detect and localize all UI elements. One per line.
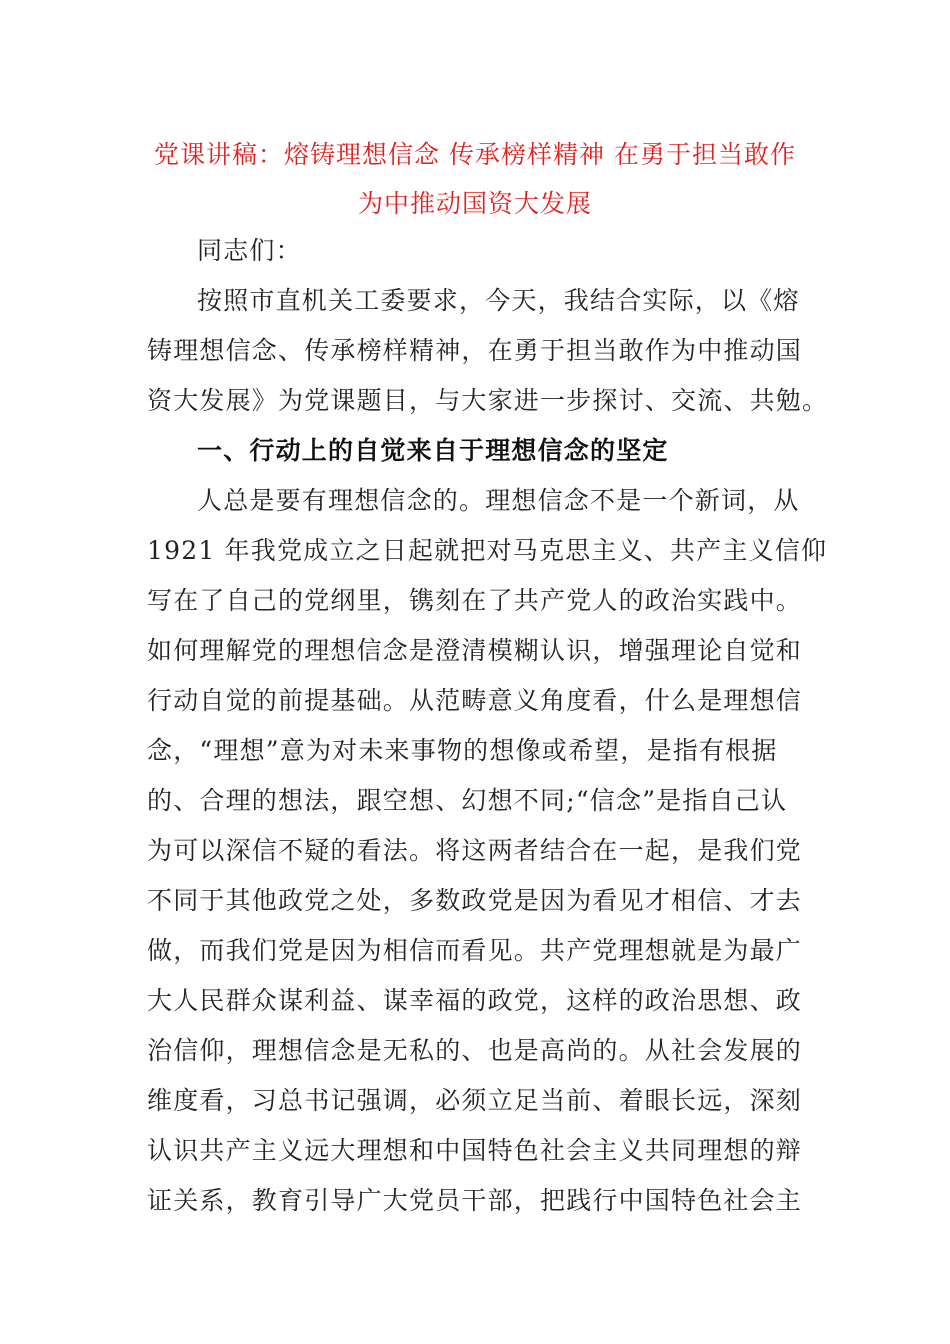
body-line: 大人民群众谋利益、谋幸福的政党，这样的政治思想、政 (147, 986, 803, 1015)
document-title-line-1: 党课讲稿：熔铸理想信念 传承榜样精神 在勇于担当敢作 (154, 140, 796, 169)
intro-line: 资大发展》为党课题目，与大家进一步探讨、交流、共勉。 (147, 386, 829, 415)
salutation: 同志们： (197, 236, 302, 265)
body-line: 治信仰，理想信念是无私的、也是高尚的。从社会发展的 (147, 1036, 803, 1065)
section-heading: 一、行动上的自觉来自于理想信念的坚定 (197, 436, 669, 465)
document-title-line-2: 为中推动国资大发展 (357, 189, 592, 218)
body-line: 人总是要有理想信念的。理想信念不是一个新词，从 (197, 486, 800, 515)
intro-line: 按照市直机关工委要求，今天，我结合实际，以《熔 (197, 286, 800, 315)
body-line: 念，“理想”意为对未来事物的想像或希望，是指有根据 (147, 736, 778, 765)
body-line: 的、合理的想法，跟空想、幻想不同;“信念”是指自己认 (147, 786, 788, 815)
body-line: 行动自觉的前提基础。从范畴意义角度看，什么是理想信 (147, 686, 803, 715)
intro-line: 铸理想信念、传承榜样精神，在勇于担当敢作为中推动国 (147, 336, 803, 365)
body-line: 维度看，习总书记强调，必须立足当前、着眼长远，深刻 (147, 1086, 803, 1115)
body-line: 做，而我们党是因为相信而看见。共产党理想就是为最广 (147, 936, 803, 965)
body-line: 写在了自己的党纲里，镌刻在了共产党人的政治实践中。 (147, 586, 803, 615)
body-line: 不同于其他政党之处，多数政党是因为看见才相信、才去 (147, 886, 803, 915)
body-line: 1921 年我党成立之日起就把对马克思主义、共产主义信仰 (147, 536, 828, 565)
body-line: 认识共产主义远大理想和中国特色社会主义共同理想的辩 (147, 1136, 803, 1165)
body-line: 如何理解党的理想信念是澄清模糊认识，增强理论自觉和 (147, 636, 803, 665)
body-line: 为可以深信不疑的看法。将这两者结合在一起，是我们党 (147, 836, 803, 865)
body-line: 证关系，教育引导广大党员干部，把践行中国特色社会主 (147, 1186, 803, 1215)
